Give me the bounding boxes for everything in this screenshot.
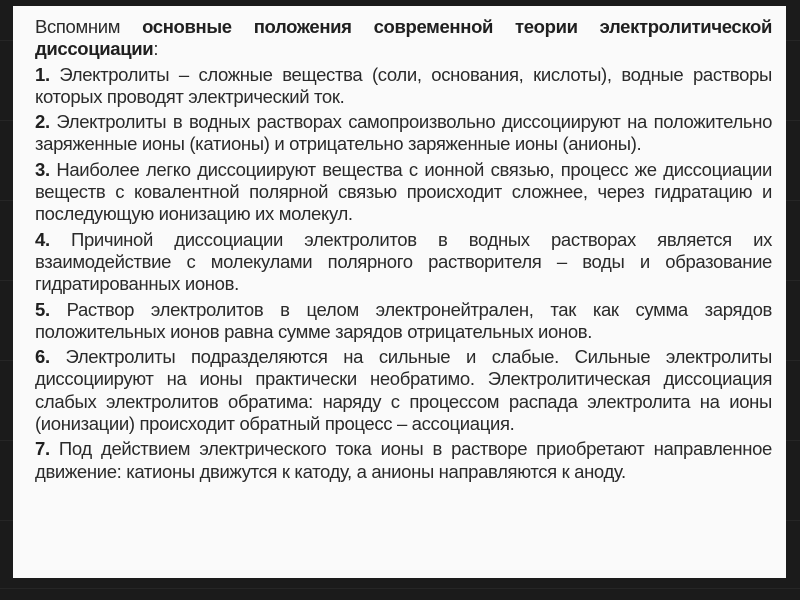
intro-bold-phrase: основные положения современной теории электролитической диссоциации xyxy=(35,16,772,60)
item-text: Наиболее легко диссоциируют вещества с ионной связью, процесс же диссоциации веществ с ковалентной полярной связью происходит сложнее, через гидратацию и последующую ионизацию их молекул. xyxy=(35,158,773,225)
list-item xyxy=(35,159,772,226)
item-number: 4. xyxy=(35,228,50,250)
item-text: Причиной диссоциации электролитов в водных растворах является их взаимодействие с молекулами полярного растворителя – воды и образование гидратированных ионов. xyxy=(35,228,772,295)
item-number: 2. xyxy=(35,111,50,133)
document-page xyxy=(13,6,786,578)
item-number: 1. xyxy=(35,63,50,85)
item-number: 5. xyxy=(35,298,50,320)
intro-tail: : xyxy=(153,38,159,60)
item-text: Электролиты подразделяются на сильные и слабые. Сильные электролиты диссоциируют на ионы практически необратимо. Электролитическая диссоциация слабых электролитов обратима: наряду с процессом распада электролита на ионы (ионизации) происходит обратный процесс – ассоциация. xyxy=(35,346,772,435)
list-item xyxy=(35,438,772,483)
item-number: 3. xyxy=(35,158,50,180)
intro-paragraph xyxy=(35,16,772,61)
item-text: Электролиты – сложные вещества (соли, основания, кислоты), водные растворы которых проводят электрический ток. xyxy=(35,63,772,107)
list-item xyxy=(35,111,772,156)
intro-lead: Вспомним xyxy=(35,16,143,37)
list-item xyxy=(35,64,772,109)
item-number: 6. xyxy=(35,346,50,368)
list-item xyxy=(35,346,772,435)
document-text xyxy=(35,16,772,483)
list-item xyxy=(35,229,772,296)
item-text: Раствор электролитов в целом электронейтрален, так как сумма зарядов положительных ионов равна сумме зарядов отрицательных ионов. xyxy=(35,298,772,342)
item-text: Под действием электрического тока ионы в растворе приобретают направленное движение: катионы движутся к катоду, а анионы направляются к аноду. xyxy=(35,438,772,482)
item-text: Электролиты в водных растворах самопроизвольно диссоциируют на положительно заряженные ионы (катионы) и отрицательно заряженные ионы (анионы). xyxy=(35,111,773,155)
background-stripe xyxy=(0,588,800,589)
item-number: 7. xyxy=(35,438,50,460)
list-item xyxy=(35,299,772,344)
